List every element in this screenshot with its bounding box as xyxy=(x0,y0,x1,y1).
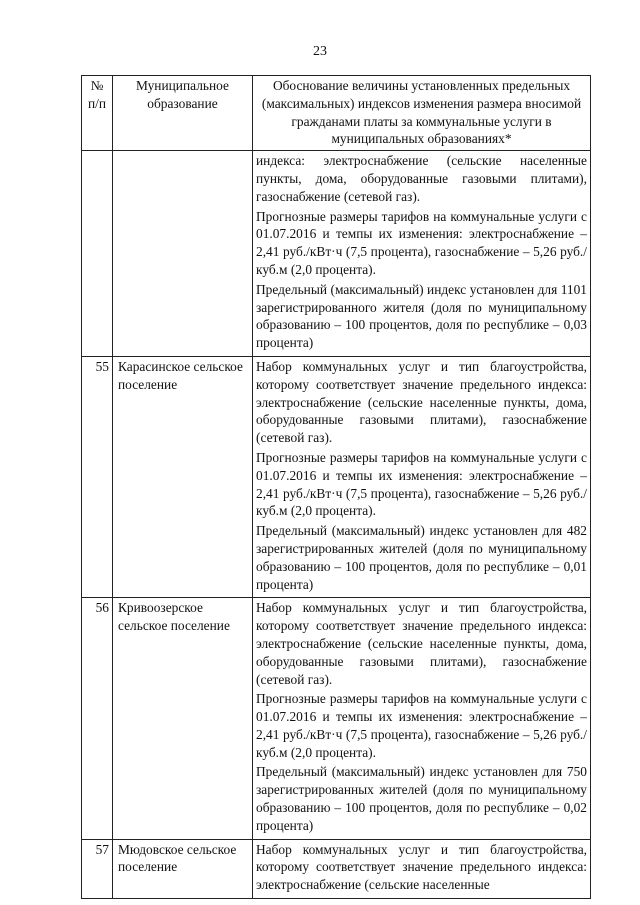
justification-paragraph: Прогнозные размеры тарифов на коммунальные услуги с 01.07.2016 и темпы их изменения: электроснабжение – 2,41 руб./кВт·ч (7,5 процента), газоснабжение – 5,26 руб./куб.м (2,0 процента). xyxy=(256,449,587,519)
justification-paragraph: Предельный (максимальный) индекс установлен для 1101 зарегистрированного жителя (доля по муниципальному образованию – 100 процентов, доля по республике – 0,03 процента) xyxy=(256,281,587,351)
justification-paragraph: индекса: электроснабжение (сельские населенные пункты, дома, оборудованные газовыми плитами), газоснабжение (сетевой газ). xyxy=(256,153,587,204)
row-number-cell: 55 xyxy=(82,356,113,597)
justification-paragraph: Прогнозные размеры тарифов на коммунальные услуги с 01.07.2016 и темпы их изменения: электроснабжение – 2,41 руб./кВт·ч (7,5 процента), газоснабжение – 5,26 руб./куб.м (2,0 процента). xyxy=(256,691,587,760)
justification-cell xyxy=(253,839,591,898)
row-number-cell: 56 xyxy=(82,598,113,839)
municipality-cell: Карасинское сельское поселение xyxy=(113,356,253,597)
justification-cell xyxy=(253,151,591,357)
justification-paragraph: Предельный (максимальный) индекс установлен для 482 зарегистрированных жителей (доля по муниципальному образованию – 100 процентов, доля по республике – 0,01 процента) xyxy=(256,523,587,592)
municipality-cell: Кривоозерское сельское поселение xyxy=(113,598,253,839)
justification-paragraph: Набор коммунальных услуг и тип благоустройства, которому соответствует значение предельного индекса: электроснабжение (сельские населенные пункты, дома, оборудованные газовыми плитами), газоснабжение (сетевой газ). xyxy=(256,600,587,687)
header-municipality: Муниципальное образование xyxy=(113,76,253,151)
table-row xyxy=(82,839,591,898)
municipality-cell: Мюдовское сельское поселение xyxy=(113,839,253,898)
row-number-cell: 57 xyxy=(82,839,113,898)
table-header-row xyxy=(82,76,591,151)
table-row xyxy=(82,356,591,597)
header-justification: Обоснование величины установленных предельных (максимальных) индексов изменения размера вносимой гражданами платы за коммунальные услуги в муниципальных образованиях* xyxy=(253,76,591,151)
municipality-cell xyxy=(113,151,253,357)
table-row xyxy=(82,151,591,357)
justification-paragraph: Предельный (максимальный) индекс установлен для 750 зарегистрированных жителей (доля по муниципальному образованию – 100 процентов, доля по республике – 0,02 процента) xyxy=(256,764,587,833)
table-row xyxy=(82,598,591,839)
justification-cell xyxy=(253,598,591,839)
justification-paragraph: Прогнозные размеры тарифов на коммунальные услуги с 01.07.2016 и темпы их изменения: электроснабжение – 2,41 руб./кВт·ч (7,5 процента), газоснабжение – 5,26 руб./куб.м (2,0 процента). xyxy=(256,208,587,277)
justification-cell xyxy=(253,356,591,597)
tariff-index-table xyxy=(81,75,591,899)
justification-paragraph: Набор коммунальных услуг и тип благоустройства, которому соответствует значение предельного индекса: электроснабжение (сельские населенные xyxy=(256,841,587,893)
page-number: 23 xyxy=(313,44,327,59)
row-number-cell xyxy=(82,151,113,357)
justification-paragraph: Набор коммунальных услуг и тип благоустройства, которому соответствует значение предельного индекса: электроснабжение (сельские населенные пункты, дома, оборудованные газовыми плитами), газоснабжение (сетевой газ). xyxy=(256,358,587,446)
header-number: № п/п xyxy=(82,76,113,151)
